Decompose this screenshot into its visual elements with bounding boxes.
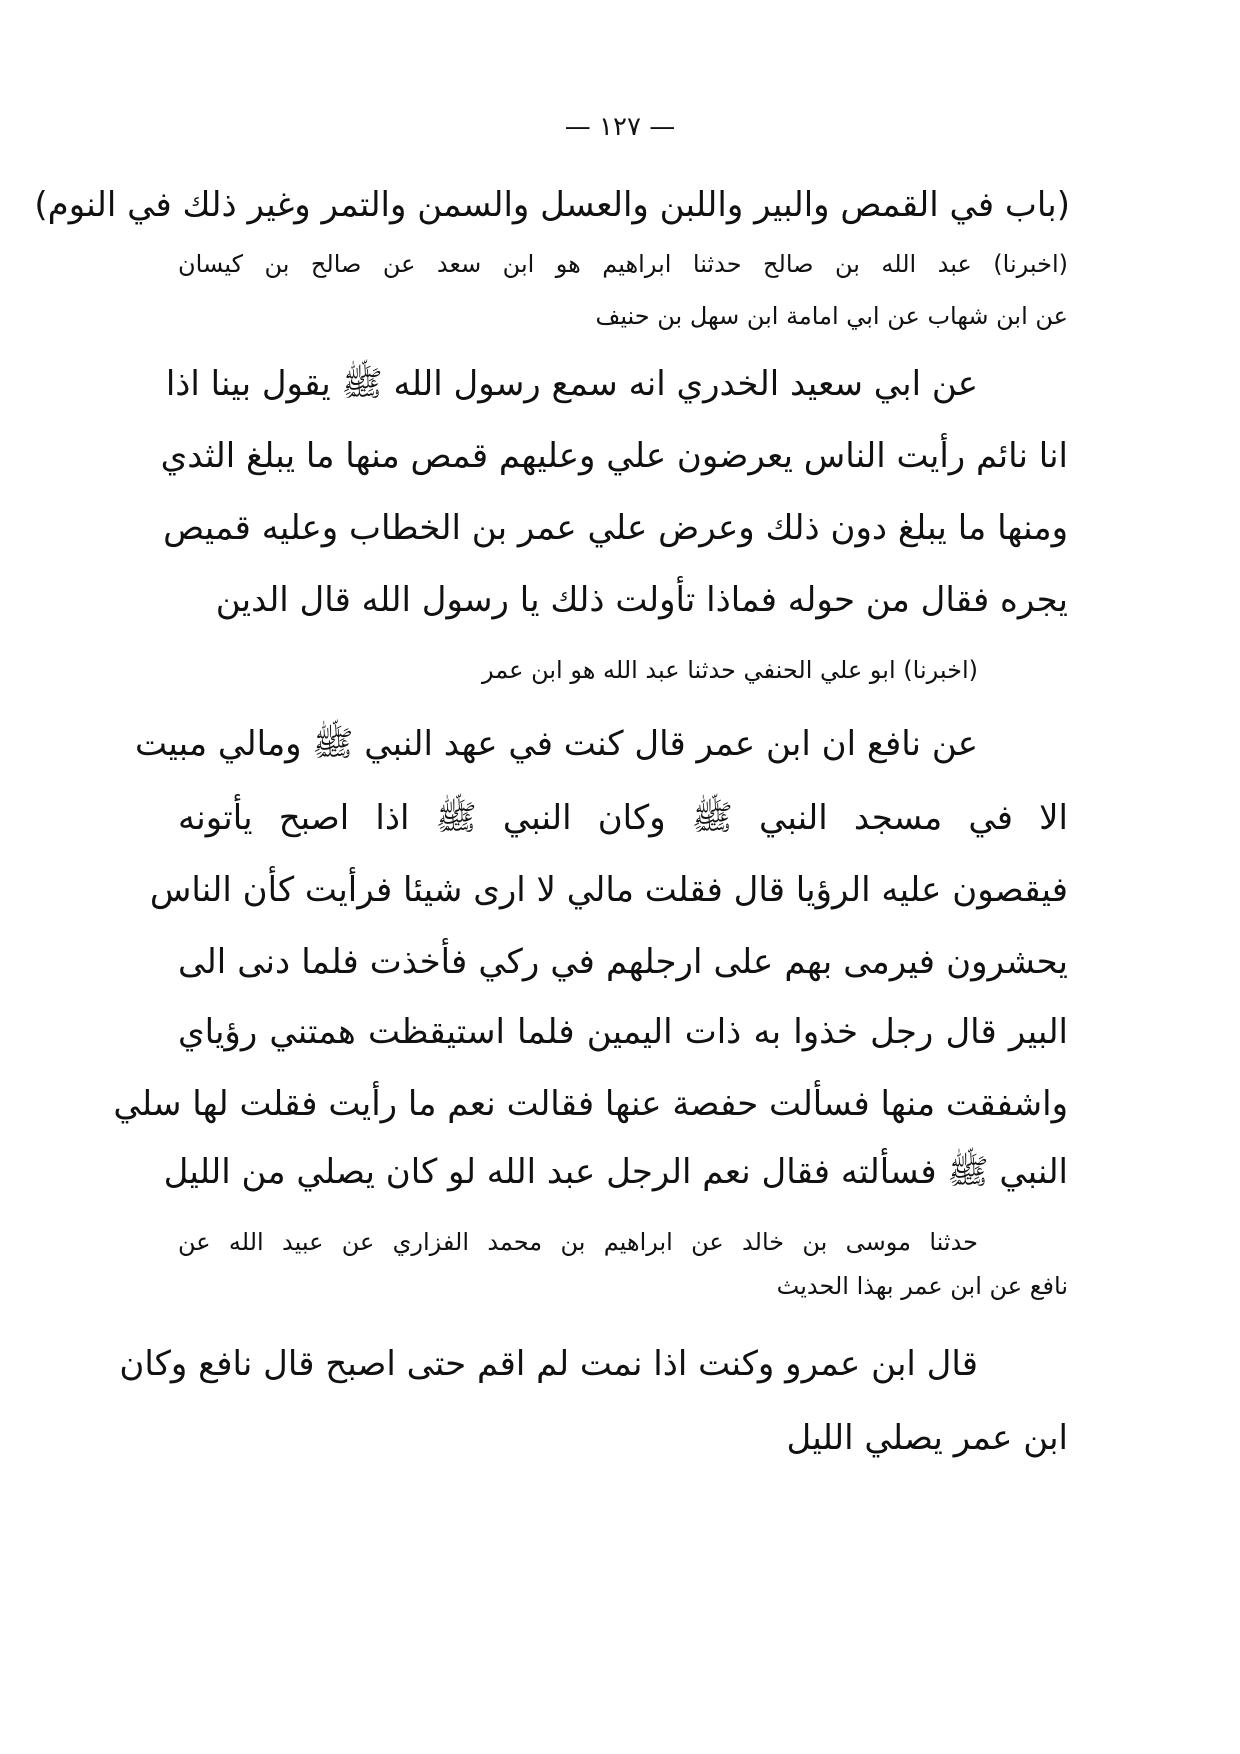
isnad-3-line-1: حدثنا موسى بن خالد عن ابراهيم بن محمد الفزاري عن عبيد الله عن <box>178 1228 978 1256</box>
hadith-1-line-2: انا نائم رأيت الناس يعرضون علي وعليهم قمص منها ما يبلغ الثدي <box>160 436 1068 476</box>
isnad-3-line-2: نافع عن ابن عمر بهذا الحديث <box>776 1272 1068 1300</box>
hadith-2-line-2: الا في مسجد النبي ﷺ وكان النبي ﷺ اذا اصبح يأتونه <box>178 798 1068 838</box>
hadith-2-line-3: فيقصون عليه الرؤيا قال فقلت مالي لا ارى شيئا فرأيت كأن الناس <box>149 870 1068 910</box>
chapter-heading: (باب في القمص والبير واللبن والعسل والسمن والتمر وغير ذلك في النوم) <box>34 185 1070 225</box>
hadith-2-line-5: البير قال رجل خذوا به ذات اليمين فلما استيقظت همتني رؤياي <box>178 1012 1068 1052</box>
hadith-2-line-6: واشفقت منها فسألت حفصة عنها فقالت نعم ما رأيت فقلت لها سلي <box>113 1084 1068 1124</box>
page-number: — ١٢٧ — <box>564 112 676 142</box>
hadith-1-line-4: يجره فقال من حوله فماذا تأولت ذلك يا رسول الله قال الدين <box>215 580 1068 620</box>
hadith-3-line-1: قال ابن عمرو وكنت اذا نمت لم اقم حتى اصبح قال نافع وكان <box>119 1344 978 1384</box>
isnad-1-line-2: عن ابن شهاب عن ابي امامة ابن سهل بن حنيف <box>595 302 1068 330</box>
hadith-3-line-2: ابن عمر يصلي الليل <box>786 1418 1068 1458</box>
hadith-2-line-4: يحشرون فيرمى بهم على ارجلهم في ركي فأخذت فلما دنى الى <box>178 942 1068 982</box>
hadith-2-line-7: النبي ﷺ فسألته فقال نعم الرجل عبد الله لو كان يصلي من الليل <box>163 1152 1068 1192</box>
hadith-1-line-1: عن ابي سعيد الخدري انه سمع رسول الله ﷺ يقول بينا اذا <box>165 364 978 404</box>
isnad-1-line-1: (اخبرنا) عبد الله بن صالح حدثنا ابراهيم هو ابن سعد عن صالح بن كيسان <box>178 250 1068 278</box>
hadith-2-line-1: عن نافع ان ابن عمر قال كنت في عهد النبي ﷺ ومالي مبيت <box>134 724 978 764</box>
hadith-1-line-3: ومنها ما يبلغ دون ذلك وعرض علي عمر بن الخطاب وعليه قميص <box>163 508 1068 548</box>
isnad-2-line-1: (اخبرنا) ابو علي الحنفي حدثنا عبد الله هو ابن عمر <box>482 656 978 684</box>
